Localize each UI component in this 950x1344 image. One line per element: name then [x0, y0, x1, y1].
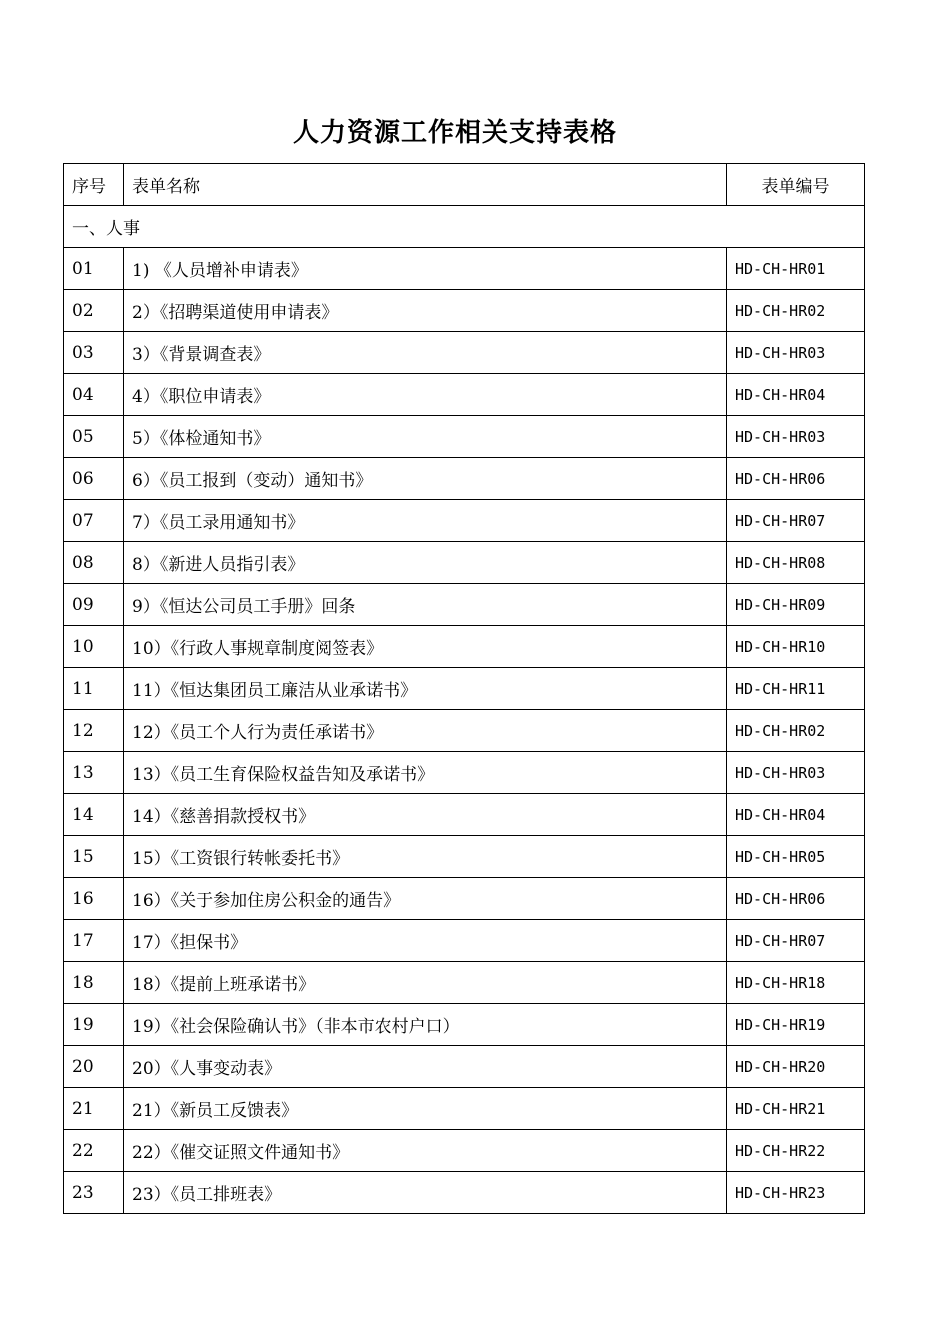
row-code-cell: HD-CH-HR07 — [727, 500, 865, 542]
table-row — [64, 1088, 865, 1130]
section-label: 一、人事 — [64, 206, 865, 248]
table-row — [64, 416, 865, 458]
row-code-cell: HD-CH-HR04 — [727, 374, 865, 416]
row-number-cell: 21 — [64, 1088, 124, 1130]
row-code-cell: HD-CH-HR19 — [727, 1004, 865, 1046]
row-number-cell: 23 — [64, 1172, 124, 1214]
table-row — [64, 1046, 865, 1088]
row-name-cell: 1) 《人员增补申请表》 — [124, 248, 727, 290]
row-number-cell: 22 — [64, 1130, 124, 1172]
row-number-cell: 06 — [64, 458, 124, 500]
row-number-cell: 11 — [64, 668, 124, 710]
row-number-cell: 04 — [64, 374, 124, 416]
row-number-cell: 09 — [64, 584, 124, 626]
table-header-row — [64, 164, 865, 206]
table-row — [64, 458, 865, 500]
row-code-cell: HD-CH-HR06 — [727, 878, 865, 920]
header-name: 表单名称 — [124, 164, 727, 206]
row-name-cell: 22）《催交证照文件通知书》 — [124, 1130, 727, 1172]
row-name-cell: 9）《恒达公司员工手册》回条 — [124, 584, 727, 626]
row-name-cell: 7）《员工录用通知书》 — [124, 500, 727, 542]
row-code-cell: HD-CH-HR03 — [727, 332, 865, 374]
row-number-cell: 03 — [64, 332, 124, 374]
table-row — [64, 962, 865, 1004]
row-code-cell: HD-CH-HR21 — [727, 1088, 865, 1130]
row-name-cell: 15）《工资银行转帐委托书》 — [124, 836, 727, 878]
row-code-cell: HD-CH-HR02 — [727, 290, 865, 332]
row-code-cell: HD-CH-HR22 — [727, 1130, 865, 1172]
page-title: 人力资源工作相关支持表格 — [292, 118, 617, 148]
row-number-cell: 10 — [64, 626, 124, 668]
row-code-cell: HD-CH-HR10 — [727, 626, 865, 668]
table-row — [64, 332, 865, 374]
row-number-cell: 17 — [64, 920, 124, 962]
row-name-cell: 21）《新员工反馈表》 — [124, 1088, 727, 1130]
row-name-cell: 10）《行政人事规章制度阅签表》 — [124, 626, 727, 668]
forms-table — [63, 163, 865, 1214]
row-code-cell: HD-CH-HR20 — [727, 1046, 865, 1088]
table-row — [64, 248, 865, 290]
row-number-cell: 19 — [64, 1004, 124, 1046]
table-body — [64, 206, 865, 1214]
table-row — [64, 374, 865, 416]
row-name-cell: 23）《员工排班表》 — [124, 1172, 727, 1214]
row-name-cell: 4）《职位申请表》 — [124, 374, 727, 416]
row-code-cell: HD-CH-HR05 — [727, 836, 865, 878]
row-code-cell: HD-CH-HR01 — [727, 248, 865, 290]
row-name-cell: 2）《招聘渠道使用申请表》 — [124, 290, 727, 332]
row-number-cell: 14 — [64, 794, 124, 836]
row-number-cell: 02 — [64, 290, 124, 332]
table-row — [64, 710, 865, 752]
table-row — [64, 1130, 865, 1172]
row-name-cell: 11）《恒达集团员工廉洁从业承诺书》 — [124, 668, 727, 710]
table-row — [64, 836, 865, 878]
row-code-cell: HD-CH-HR03 — [727, 416, 865, 458]
row-code-cell: HD-CH-HR04 — [727, 794, 865, 836]
row-number-cell: 08 — [64, 542, 124, 584]
row-code-cell: HD-CH-HR07 — [727, 920, 865, 962]
table-row — [64, 500, 865, 542]
row-number-cell: 07 — [64, 500, 124, 542]
row-number-cell: 18 — [64, 962, 124, 1004]
row-number-cell: 01 — [64, 248, 124, 290]
row-name-cell: 17）《担保书》 — [124, 920, 727, 962]
row-number-cell: 16 — [64, 878, 124, 920]
row-name-cell: 12）《员工个人行为责任承诺书》 — [124, 710, 727, 752]
row-code-cell: HD-CH-HR09 — [727, 584, 865, 626]
table-row — [64, 920, 865, 962]
table-row — [64, 752, 865, 794]
row-code-cell: HD-CH-HR06 — [727, 458, 865, 500]
table-row — [64, 794, 865, 836]
table-row — [64, 668, 865, 710]
row-name-cell: 6）《员工报到（变动）通知书》 — [124, 458, 727, 500]
row-name-cell: 3）《背景调查表》 — [124, 332, 727, 374]
row-name-cell: 19）《社会保险确认书》（非本市农村户口） — [124, 1004, 727, 1046]
section-row — [64, 206, 865, 248]
row-name-cell: 16）《关于参加住房公积金的通告》 — [124, 878, 727, 920]
header-code: 表单编号 — [727, 164, 865, 206]
row-name-cell: 18）《提前上班承诺书》 — [124, 962, 727, 1004]
row-code-cell: HD-CH-HR18 — [727, 962, 865, 1004]
row-name-cell: 8）《新进人员指引表》 — [124, 542, 727, 584]
row-code-cell: HD-CH-HR03 — [727, 752, 865, 794]
row-name-cell: 13）《员工生育保险权益告知及承诺书》 — [124, 752, 727, 794]
table-row — [64, 1004, 865, 1046]
row-code-cell: HD-CH-HR08 — [727, 542, 865, 584]
row-number-cell: 13 — [64, 752, 124, 794]
row-code-cell: HD-CH-HR23 — [727, 1172, 865, 1214]
row-number-cell: 20 — [64, 1046, 124, 1088]
table-row — [64, 626, 865, 668]
table-row — [64, 584, 865, 626]
row-name-cell: 14）《慈善捐款授权书》 — [124, 794, 727, 836]
row-code-cell: HD-CH-HR02 — [727, 710, 865, 752]
row-code-cell: HD-CH-HR11 — [727, 668, 865, 710]
row-name-cell: 5）《体检通知书》 — [124, 416, 727, 458]
row-name-cell: 20）《人事变动表》 — [124, 1046, 727, 1088]
row-number-cell: 15 — [64, 836, 124, 878]
table-row — [64, 290, 865, 332]
header-number: 序号 — [64, 164, 124, 206]
row-number-cell: 12 — [64, 710, 124, 752]
row-number-cell: 05 — [64, 416, 124, 458]
table-row — [64, 1172, 865, 1214]
table-row — [64, 878, 865, 920]
table-row — [64, 542, 865, 584]
